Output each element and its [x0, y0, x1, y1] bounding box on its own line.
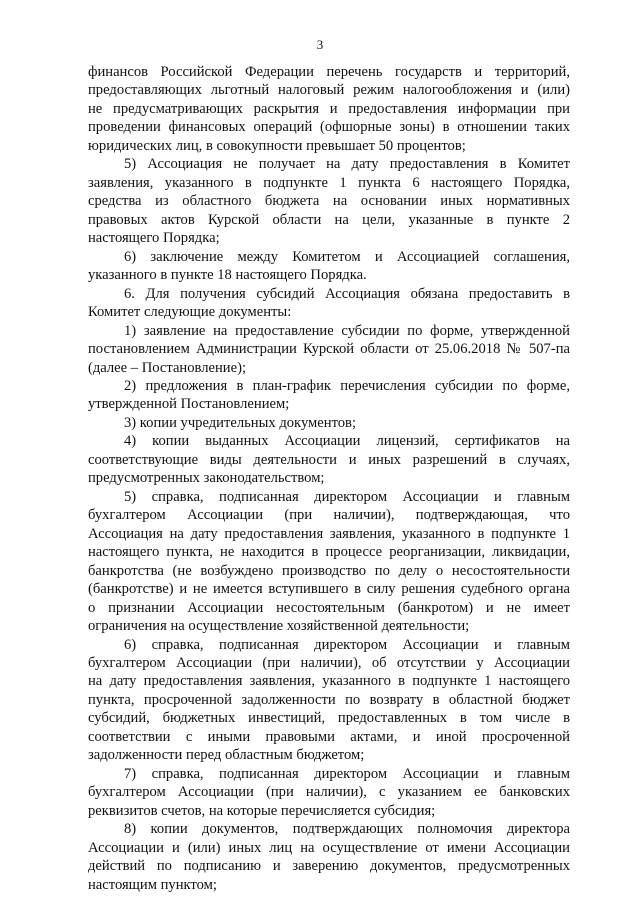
text-line: субсидий, бюджетных инвестиций, предоставленных в том числе в: [88, 710, 570, 727]
text-line: соответствующие виды деятельности и иных разрешений в случаях,: [88, 451, 570, 468]
text-line: 5) справка, подписанная директором Ассоциации и главным: [124, 488, 570, 505]
text-line: 3) копии учредительных документов;: [124, 414, 356, 431]
text-line: бухгалтером Ассоциации (при наличии), подтверждающая, что: [88, 507, 570, 524]
text-line: 5) Ассоциация не получает на дату предоставления в Комитет: [124, 156, 570, 173]
text-line: настоящего пункта, не находится в процессе реорганизации, ликвидации,: [88, 544, 570, 561]
text-line: проведении финансовых операций (офшорные зоны) в отношении таких: [88, 119, 570, 136]
text-line: настоящим пунктом;: [88, 876, 217, 893]
text-line: предусмотренных законодательством;: [88, 470, 325, 487]
text-line: бухгалтером Ассоциации (при наличии), с указанием ее банковских: [88, 784, 570, 801]
text-line: указанного в пункте 18 настоящего Порядка.: [88, 267, 367, 284]
text-line: 4) копии выданных Ассоциации лицензий, сертификатов на: [124, 433, 570, 450]
text-line: бухгалтером Ассоциации (при наличии), об отсутствии у Ассоциации: [88, 655, 570, 671]
text-line: действий по подписанию и заверению документов, предусмотренных: [88, 858, 570, 875]
page-number: 3: [316, 37, 324, 52]
text-line: банкротства (не возбуждено производство по делу о несостоятельности: [88, 562, 570, 579]
text-line: (далее – Постановление);: [88, 359, 247, 376]
text-line: Ассоциация на дату предоставления заявления, указанного в подпункте 1: [88, 525, 570, 542]
text-line: 2) предложения в план-график перечисления субсидии по форме,: [124, 377, 570, 394]
text-line: средства из областного бюджета на основании иных нормативных: [88, 193, 570, 210]
text-line: постановлением Администрации Курской области от 25.06.2018 № 507-па: [88, 341, 570, 358]
text-line: ограничения на осуществление хозяйственной деятельности;: [88, 618, 470, 635]
text-line: 7) справка, подписанная директором Ассоциации и главным: [124, 765, 570, 782]
text-line: реквизитов счетов, на которые перечисляется субсидия;: [88, 802, 436, 819]
text-line: 1) заявление на предоставление субсидии по форме, утвержденной: [124, 322, 570, 339]
text-line: правовых актов Курской области на цели, указанные в пункте 2: [88, 211, 570, 228]
text-line: утвержденной Постановлением;: [88, 396, 290, 413]
text-line: соответствии с иными правовыми актами, и иной просроченной: [88, 728, 570, 745]
text-line: на дату предоставления заявления, указанного в подпункте 1 настоящего: [88, 673, 570, 690]
text-line: 6) справка, подписанная директором Ассоциации и главным: [124, 636, 570, 653]
text-line: Ассоциации и (или) иных лиц на осуществление от имени Ассоциации: [88, 839, 570, 856]
text-line: предоставляющих льготный налоговый режим налогообложения и (или): [88, 82, 570, 99]
text-line: заявления, указанного в подпункте 1 пункта 6 настоящего Порядка,: [88, 174, 570, 191]
text-line: пункта, просроченной задолженности по возврату в областной бюджет: [88, 691, 570, 708]
text-line: Комитет следующие документы:: [88, 304, 292, 321]
text-line: 6. Для получения субсидий Ассоциация обязана предоставить в: [124, 285, 570, 302]
text-line: настоящего Порядка;: [88, 230, 220, 247]
text-line: о признании Ассоциации несостоятельным (банкротом) и не имеет: [88, 599, 570, 616]
text-line: финансов Российской Федерации перечень государств и территорий,: [88, 64, 570, 80]
text-line: (банкротстве) и не имеется вступившего в силу решения судебного органа: [88, 581, 570, 598]
text-line: 6) заключение между Комитетом и Ассоциацией соглашения,: [124, 248, 570, 265]
document-body: [88, 63, 570, 894]
text-line: не предусматривающих раскрытия и предоставления информации при: [88, 100, 570, 117]
text-line: задолженности перед областным бюджетом;: [88, 747, 365, 764]
text-line: 8) копии документов, подтверждающих полномочия директора: [124, 821, 570, 838]
text-line: юридических лиц, в совокупности превышает 50 процентов;: [88, 137, 466, 154]
